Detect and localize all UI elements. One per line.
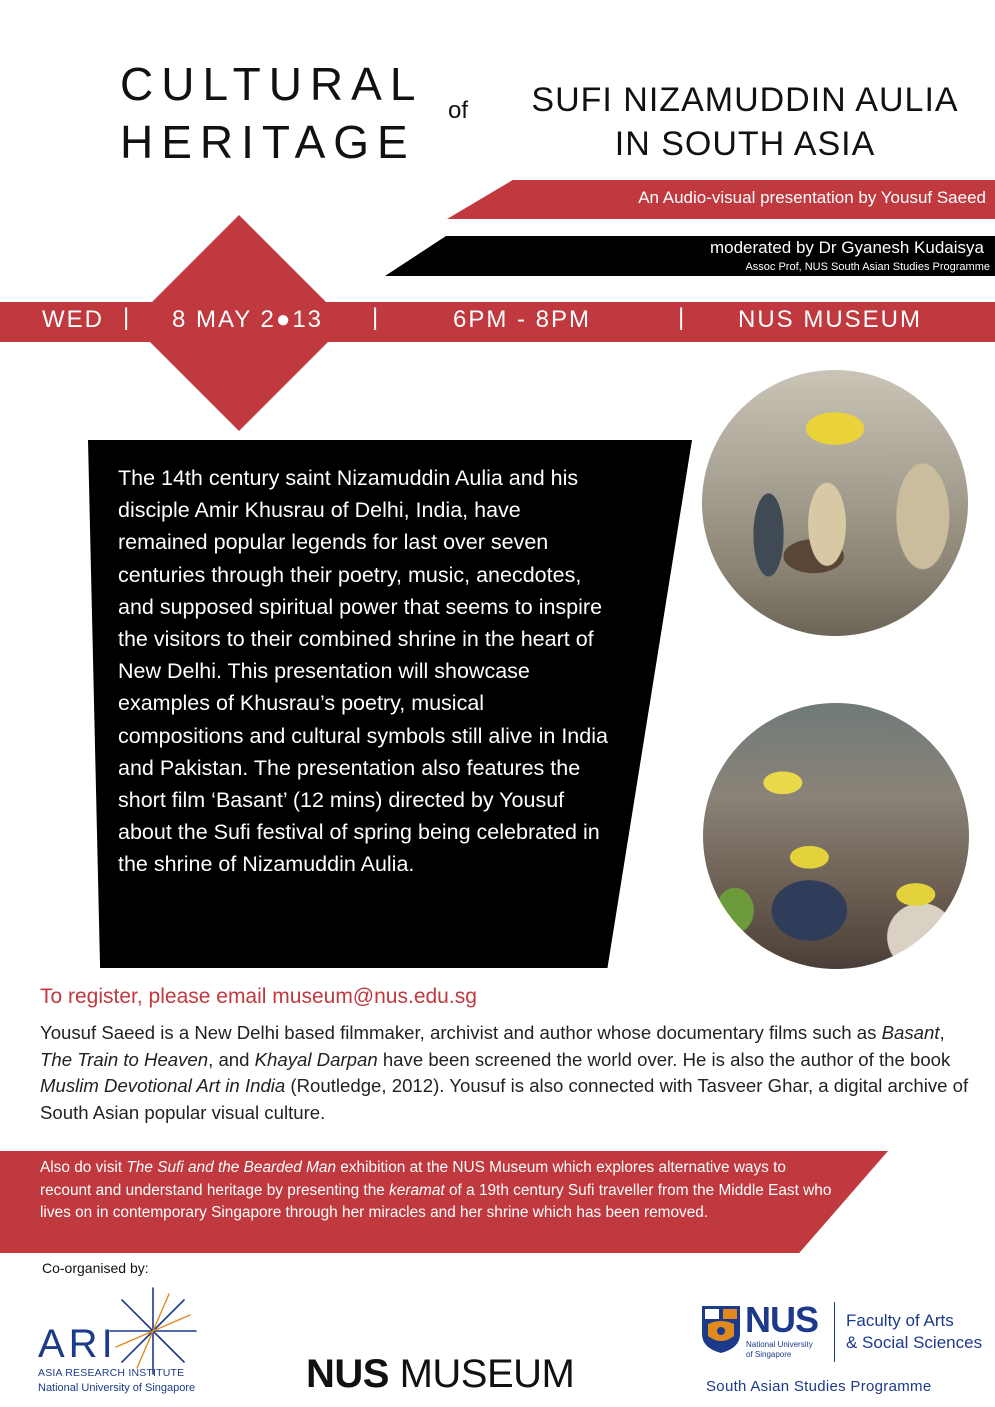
separator-2: | bbox=[372, 304, 379, 331]
bio-film-basant: Basant bbox=[881, 1022, 940, 1043]
speaker-bio bbox=[40, 1020, 970, 1126]
moderator-role: Assoc Prof, NUS South Asian Studies Programme bbox=[745, 261, 990, 273]
bio-film-khayal: Khayal Darpan bbox=[254, 1048, 378, 1070]
museum-logo-regular: MUSEUM bbox=[388, 1352, 575, 1396]
title-left bbox=[120, 55, 423, 171]
exhibition-title: The Sufi and the Bearded Man bbox=[126, 1159, 337, 1176]
title-line-heritage: HERITAGE bbox=[120, 116, 416, 168]
event-day: WED bbox=[42, 306, 104, 333]
exhibition-text-part: Also do visit bbox=[40, 1159, 127, 1176]
bio-book: Muslim Devotional Art in India bbox=[40, 1075, 286, 1096]
bio-text: , and bbox=[208, 1048, 255, 1070]
bio-text: Yousuf Saeed is a New Delhi based filmmaker, archivist and author whose documentary films such as bbox=[40, 1022, 882, 1043]
qawwali-drummer-photo bbox=[702, 370, 968, 636]
ari-university: National University of Singapore bbox=[38, 1382, 196, 1394]
qawwali-singers-photo bbox=[703, 703, 969, 969]
event-venue: NUS MUSEUM bbox=[738, 306, 923, 333]
co-organised-label: Co-organised by: bbox=[42, 1260, 149, 1276]
bio-text: , bbox=[939, 1022, 945, 1043]
description-text: The 14th century saint Nizamuddin Aulia and his disciple Amir Khusrau of Delhi, India, have remained popular legends for last over seven centuries through their poetry, music, anecdotes, and supposed spiritual power that seems to inspire the visitors to their combined shrine in the heart of New Delhi. This presentation will showcase examples of Khusrau’s poetry, musical compositions and cultural symbols still alive in India and Pakistan. The presentation also features the short film ‘Basant’ (12 mins) directed by Yousuf about the Sufi festival of spring being celebrated in the shrine of Nizamuddin Aulia. bbox=[118, 466, 608, 877]
programme-name: South Asian Studies Programme bbox=[706, 1378, 932, 1395]
faculty-line1: Faculty of Arts bbox=[846, 1311, 954, 1330]
ari-star-icon bbox=[108, 1286, 198, 1376]
bio-text: have been screened the world over. He is also the author of the book bbox=[377, 1048, 951, 1070]
museum-logo-bold: NUS bbox=[306, 1352, 389, 1396]
title-connector: of bbox=[448, 97, 469, 124]
bio-text: (Routledge, 2012). Yousuf is also connected with Tasveer Ghar, a digital archive of South Asian popular visual culture. bbox=[40, 1075, 969, 1123]
title-line-sufi: SUFI NIZAMUDDIN AULIA bbox=[531, 81, 959, 119]
exhibition-text bbox=[40, 1157, 840, 1225]
separator-1: | bbox=[123, 304, 130, 331]
exhibition-term: keramat bbox=[389, 1181, 445, 1199]
subtitle-text: An Audio-visual presentation by Yousuf Saeed bbox=[638, 188, 986, 207]
event-date: 8 MAY 2●13 bbox=[172, 306, 324, 333]
nus-sub-line2: of Singapore bbox=[746, 1350, 792, 1359]
faculty-line2: & Social Sciences bbox=[846, 1333, 983, 1352]
title-line-south-asia: IN SOUTH ASIA bbox=[614, 125, 876, 163]
nus-wordmark: NUS bbox=[745, 1299, 819, 1340]
bio-film-train: The Train to Heaven bbox=[40, 1048, 209, 1070]
ari-letters: ARI bbox=[38, 1322, 117, 1366]
moderator-name: moderated by Dr Gyanesh Kudaisya bbox=[709, 238, 984, 257]
nus-crest-icon bbox=[700, 1304, 742, 1354]
exhibition-text-part: exhibition at the NUS Museum which explores alternative ways to recount and understand heritage by presenting the bbox=[40, 1159, 786, 1199]
nus-museum-logo bbox=[306, 1352, 574, 1397]
register-text: To register, please email museum@nus.edu.sg bbox=[40, 985, 477, 1008]
title-line-cultural: CULTURAL bbox=[120, 58, 424, 110]
title-right bbox=[500, 78, 990, 166]
exhibition-text-part: of a 19th century Sufi traveller from the Middle East who lives on in contemporary Singapore through her miracles and her shrine which has been removed. bbox=[40, 1181, 832, 1221]
ari-name: ASIA RESEARCH INSTITUTE bbox=[38, 1367, 185, 1379]
nus-sub-line1: National University bbox=[746, 1340, 813, 1349]
event-time: 6PM - 8PM bbox=[453, 306, 592, 333]
separator-3: | bbox=[678, 304, 685, 331]
nus-logo-divider bbox=[834, 1302, 835, 1362]
